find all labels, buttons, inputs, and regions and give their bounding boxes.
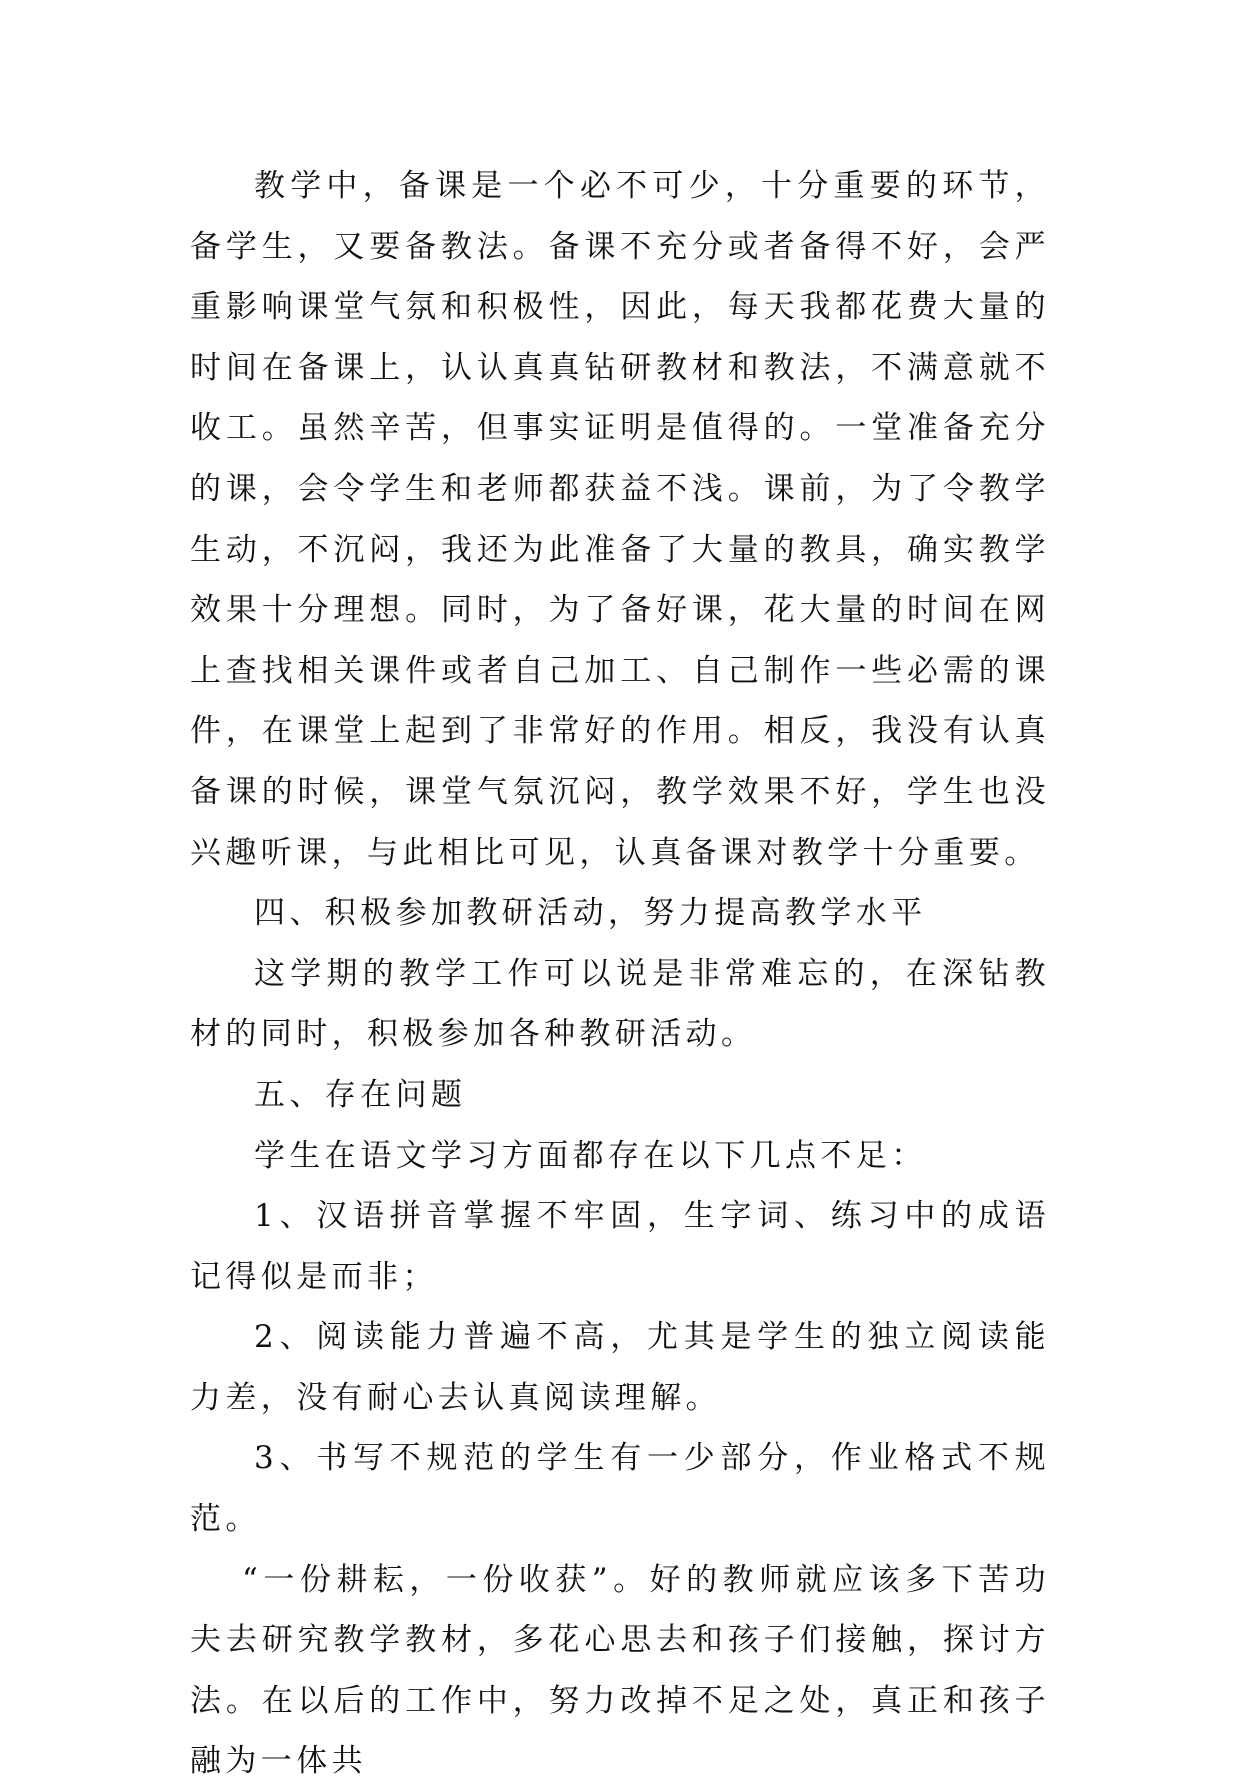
list-item-reading: 2、阅读能力普遍不高，尤其是学生的独立阅读能力差，没有耐心去认真阅读理解。 <box>190 1319 1050 1416</box>
paragraph-problems-intro: 学生在语文学习方面都存在以下几点不足： <box>254 1137 927 1174</box>
document-body <box>190 156 1050 1792</box>
section-heading-teaching-research: 四、积极参加教研活动，努力提高教学水平 <box>254 895 927 932</box>
section-heading-existing-problems: 五、存在问题 <box>254 1076 467 1113</box>
paragraph-conclusion: “一份耕耘，一份收获”。好的教师就应该多下苦功夫去研究教学教材，多花心思去和孩子们接触，探讨方法。在以后的工作中，努力改掉不足之处，真正和孩子融为一体共 <box>190 1561 1050 1780</box>
list-item-pinyin: 1、汉语拼音掌握不牢固，生字词、练习中的成语记得似是而非； <box>190 1198 1050 1295</box>
list-item-writing: 3、书写不规范的学生有一少部分，作业格式不规范。 <box>190 1440 1050 1538</box>
paragraph-lesson-preparation: 教学中，备课是一个必不可少，十分重要的环节，备学生，又要备教法。备课不充分或者备得不好，会严重影响课堂气氛和积极性，因此，每天我都花费大量的时间在备课上，认认真真钻研教材和教法，不满意就不收工。虽然辛苦，但事实证明是值得的。一堂准备充分的课，会令学生和老师都获益不浅。课前，为了令教学生动，不沉闷，我还为此准备了大量的教具，确实教学效果十分理想。同时，为了备好课，花大量的时间在网上查找相关课件或者自己加工、自己制作一些必需的课件，在课堂上起到了非常好的作用。相反，我没有认真备课的时候，课堂气氛沉闷，教学效果不好，学生也没兴趣听课，与此相比可见，认真备课对教学十分重要。 <box>190 168 1050 871</box>
paragraph-teaching-research: 这学期的教学工作可以说是非常难忘的，在深钻教材的同时，积极参加各种教研活动。 <box>190 955 1050 1053</box>
